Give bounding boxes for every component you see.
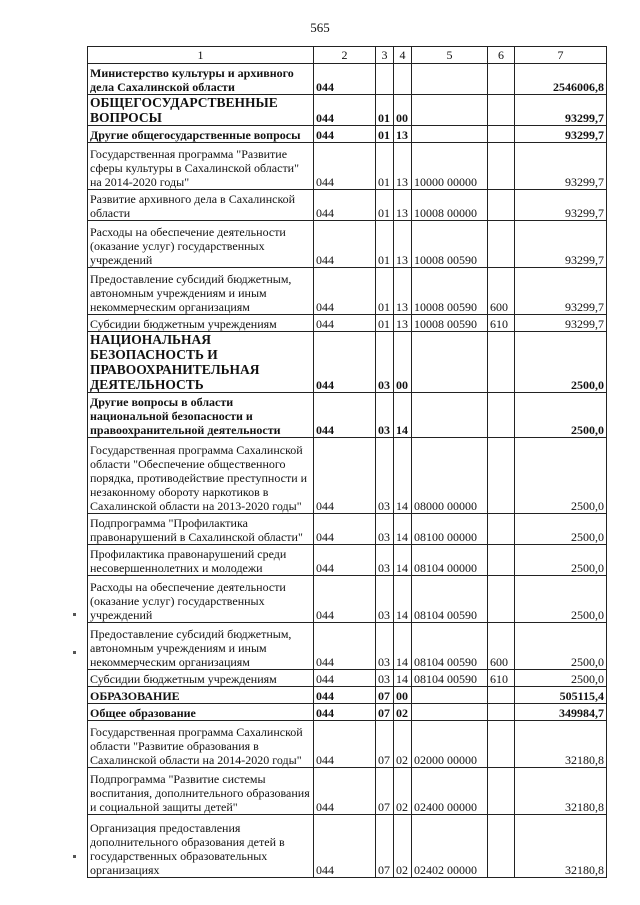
section-code: 01 — [376, 126, 394, 143]
ministry-code: 044 — [314, 438, 376, 514]
subsection-code: 13 — [394, 143, 412, 190]
table-row — [88, 576, 607, 623]
subsection-code: 13 — [394, 190, 412, 221]
ministry-code: 044 — [314, 815, 376, 878]
section-code: 01 — [376, 190, 394, 221]
amount: 2500,0 — [515, 332, 607, 393]
row-name: НАЦИОНАЛЬНАЯ БЕЗОПАСНОСТЬ И ПРАВООХРАНИТЕЛЬНАЯ ДЕЯТЕЛЬНОСТЬ — [88, 332, 314, 393]
section-code — [376, 64, 394, 95]
expense-type: 610 — [488, 315, 515, 332]
amount: 93299,7 — [515, 95, 607, 126]
amount: 93299,7 — [515, 126, 607, 143]
target-article: 10008 00590 — [412, 268, 488, 315]
target-article — [412, 687, 488, 704]
ministry-code: 044 — [314, 670, 376, 687]
table-row — [88, 623, 607, 670]
subsection-code: 02 — [394, 721, 412, 768]
target-article: 10008 00000 — [412, 190, 488, 221]
amount: 505115,4 — [515, 687, 607, 704]
expense-type — [488, 768, 515, 815]
table-row — [88, 670, 607, 687]
amount: 2546006,8 — [515, 64, 607, 95]
expense-type — [488, 514, 515, 545]
column-header: 2 — [314, 47, 376, 64]
section-code: 07 — [376, 687, 394, 704]
amount: 32180,8 — [515, 721, 607, 768]
row-name: Организация предоставления дополнительного образования детей в государственных образовательных организациях — [88, 815, 314, 878]
subsection-code: 02 — [394, 768, 412, 815]
amount: 93299,7 — [515, 315, 607, 332]
expense-type — [488, 332, 515, 393]
row-name: Профилактика правонарушений среди несовершеннолетних и молодежи — [88, 545, 314, 576]
table-row — [88, 721, 607, 768]
section-code: 03 — [376, 545, 394, 576]
expense-type — [488, 393, 515, 438]
ministry-code: 044 — [314, 95, 376, 126]
subsection-code — [394, 64, 412, 95]
target-article — [412, 332, 488, 393]
section-code: 07 — [376, 721, 394, 768]
target-article: 08104 00590 — [412, 623, 488, 670]
expense-type — [488, 221, 515, 268]
subsection-code: 00 — [394, 95, 412, 126]
target-article: 02402 00000 — [412, 815, 488, 878]
row-name: ОБЩЕГОСУДАРСТВЕННЫЕ ВОПРОСЫ — [88, 95, 314, 126]
section-code: 01 — [376, 221, 394, 268]
ministry-code: 044 — [314, 721, 376, 768]
target-article — [412, 95, 488, 126]
row-name: Расходы на обеспечение деятельности (оказание услуг) государственных учреждений — [88, 576, 314, 623]
section-code: 03 — [376, 576, 394, 623]
table-row — [88, 704, 607, 721]
row-name: Субсидии бюджетным учреждениям — [88, 315, 314, 332]
table-row — [88, 268, 607, 315]
subsection-code: 00 — [394, 687, 412, 704]
table-row — [88, 95, 607, 126]
row-name: Государственная программа Сахалинской области "Развитие образования в Сахалинской области на 2014-2020 годы" — [88, 721, 314, 768]
subsection-code: 14 — [394, 438, 412, 514]
expense-type — [488, 143, 515, 190]
ministry-code: 044 — [314, 143, 376, 190]
target-article: 08104 00590 — [412, 670, 488, 687]
row-name: ОБРАЗОВАНИЕ — [88, 687, 314, 704]
target-article — [412, 704, 488, 721]
amount: 2500,0 — [515, 393, 607, 438]
amount: 2500,0 — [515, 576, 607, 623]
row-name: Развитие архивного дела в Сахалинской области — [88, 190, 314, 221]
row-name: Государственная программа "Развитие сферы культуры в Сахалинской области" на 2014-2020 годы" — [88, 143, 314, 190]
scan-mark — [73, 855, 76, 858]
section-code: 03 — [376, 670, 394, 687]
ministry-code: 044 — [314, 126, 376, 143]
ministry-code: 044 — [314, 315, 376, 332]
amount: 93299,7 — [515, 143, 607, 190]
row-name: Расходы на обеспечение деятельности (оказание услуг) государственных учреждений — [88, 221, 314, 268]
expense-type — [488, 576, 515, 623]
section-code: 07 — [376, 768, 394, 815]
row-name: Предоставление субсидий бюджетным, автономным учреждениям и иным некоммерческим организациям — [88, 268, 314, 315]
expense-type — [488, 95, 515, 126]
column-header: 1 — [88, 47, 314, 64]
section-code: 01 — [376, 143, 394, 190]
ministry-code: 044 — [314, 623, 376, 670]
target-article — [412, 393, 488, 438]
subsection-code: 13 — [394, 315, 412, 332]
section-code: 03 — [376, 623, 394, 670]
subsection-code: 13 — [394, 221, 412, 268]
subsection-code: 00 — [394, 332, 412, 393]
subsection-code: 02 — [394, 815, 412, 878]
section-code: 03 — [376, 514, 394, 545]
target-article: 08104 00000 — [412, 545, 488, 576]
subsection-code: 14 — [394, 670, 412, 687]
row-name: Предоставление субсидий бюджетным, автономным учреждениям и иным некоммерческим организациям — [88, 623, 314, 670]
column-header-row — [88, 47, 607, 64]
ministry-code: 044 — [314, 768, 376, 815]
expense-type — [488, 545, 515, 576]
expense-type — [488, 126, 515, 143]
table-row — [88, 126, 607, 143]
ministry-code: 044 — [314, 687, 376, 704]
table-row — [88, 545, 607, 576]
ministry-code: 044 — [314, 221, 376, 268]
section-code: 03 — [376, 438, 394, 514]
table-row — [88, 514, 607, 545]
expense-type — [488, 815, 515, 878]
row-name: Другие общегосударственные вопросы — [88, 126, 314, 143]
table-row — [88, 315, 607, 332]
table-row — [88, 438, 607, 514]
row-name: Подпрограмма "Профилактика правонарушений в Сахалинской области" — [88, 514, 314, 545]
target-article — [412, 64, 488, 95]
target-article: 10008 00590 — [412, 315, 488, 332]
ministry-code: 044 — [314, 190, 376, 221]
ministry-code: 044 — [314, 268, 376, 315]
expense-type — [488, 721, 515, 768]
amount: 32180,8 — [515, 768, 607, 815]
ministry-code: 044 — [314, 332, 376, 393]
target-article: 10008 00590 — [412, 221, 488, 268]
scan-mark — [73, 613, 76, 616]
page-number: 565 — [310, 20, 330, 35]
expense-type — [488, 438, 515, 514]
table-row — [88, 332, 607, 393]
ministry-code: 044 — [314, 393, 376, 438]
amount: 93299,7 — [515, 221, 607, 268]
expense-type: 610 — [488, 670, 515, 687]
amount: 2500,0 — [515, 623, 607, 670]
section-code: 03 — [376, 332, 394, 393]
section-code: 01 — [376, 315, 394, 332]
column-header: 3 — [376, 47, 394, 64]
expense-type — [488, 64, 515, 95]
column-header: 5 — [412, 47, 488, 64]
expense-type — [488, 190, 515, 221]
expense-type: 600 — [488, 623, 515, 670]
amount: 93299,7 — [515, 268, 607, 315]
ministry-code: 044 — [314, 545, 376, 576]
target-article: 08000 00000 — [412, 438, 488, 514]
subsection-code: 13 — [394, 126, 412, 143]
table-row — [88, 393, 607, 438]
target-article: 02000 00000 — [412, 721, 488, 768]
row-name: Субсидии бюджетным учреждениям — [88, 670, 314, 687]
expense-type — [488, 704, 515, 721]
row-name: Государственная программа Сахалинской области "Обеспечение общественного порядка, противодействие преступности и незаконному обороту наркотиков в Сахалинской области на 2013-2020 годы" — [88, 438, 314, 514]
table-row — [88, 687, 607, 704]
expense-type: 600 — [488, 268, 515, 315]
ministry-code: 044 — [314, 64, 376, 95]
table-row — [88, 143, 607, 190]
table-row — [88, 815, 607, 878]
target-article: 08100 00000 — [412, 514, 488, 545]
target-article: 10000 00000 — [412, 143, 488, 190]
amount: 32180,8 — [515, 815, 607, 878]
target-article — [412, 126, 488, 143]
section-code: 03 — [376, 393, 394, 438]
row-name: Общее образование — [88, 704, 314, 721]
ministry-code: 044 — [314, 514, 376, 545]
scan-mark — [73, 651, 76, 654]
amount: 2500,0 — [515, 670, 607, 687]
row-name: Подпрограмма "Развитие системы воспитания, дополнительного образования и социальной защиты детей" — [88, 768, 314, 815]
subsection-code: 14 — [394, 576, 412, 623]
amount: 2500,0 — [515, 545, 607, 576]
ministry-code: 044 — [314, 576, 376, 623]
row-name: Другие вопросы в области национальной безопасности и правоохранительной деятельности — [88, 393, 314, 438]
section-code: 07 — [376, 704, 394, 721]
subsection-code: 02 — [394, 704, 412, 721]
amount: 93299,7 — [515, 190, 607, 221]
section-code: 01 — [376, 95, 394, 126]
target-article: 02400 00000 — [412, 768, 488, 815]
column-header: 6 — [488, 47, 515, 64]
column-header: 4 — [394, 47, 412, 64]
amount: 349984,7 — [515, 704, 607, 721]
target-article: 08104 00590 — [412, 576, 488, 623]
section-code: 07 — [376, 815, 394, 878]
ministry-code: 044 — [314, 704, 376, 721]
row-name: Министерство культуры и архивного дела Сахалинской области — [88, 64, 314, 95]
amount: 2500,0 — [515, 438, 607, 514]
table-row — [88, 768, 607, 815]
subsection-code: 13 — [394, 268, 412, 315]
subsection-code: 14 — [394, 514, 412, 545]
section-code: 01 — [376, 268, 394, 315]
subsection-code: 14 — [394, 623, 412, 670]
budget-table — [87, 46, 607, 878]
subsection-code: 14 — [394, 393, 412, 438]
expense-type — [488, 687, 515, 704]
table-row — [88, 64, 607, 95]
subsection-code: 14 — [394, 545, 412, 576]
table-row — [88, 190, 607, 221]
table-row — [88, 221, 607, 268]
amount: 2500,0 — [515, 514, 607, 545]
column-header: 7 — [515, 47, 607, 64]
